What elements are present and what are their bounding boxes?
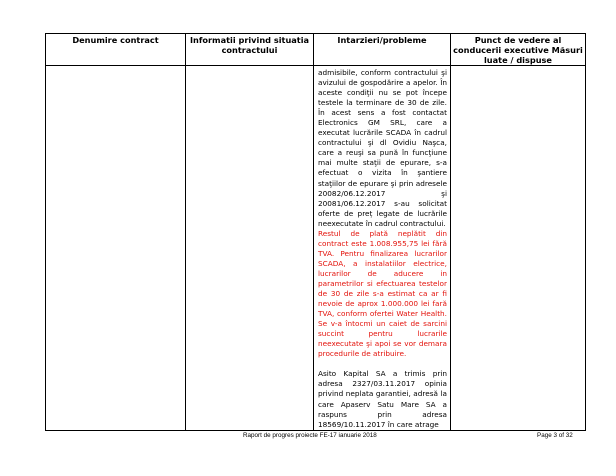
cell-delays-problems — [314, 66, 451, 431]
header-contract-status: Informatii privind situatia contractului — [186, 34, 314, 66]
header-contract-name: Denumire contract — [46, 34, 186, 66]
table-header-row — [46, 34, 586, 66]
header-management-view: Punct de vedere al conducerii executive Măsuri luate / dispuse — [451, 34, 586, 66]
cell-contract-status — [186, 66, 314, 431]
header-delays-problems: Intarzieri/probleme — [314, 34, 451, 66]
delays-paragraph-1: admisibile, conform contractului şi avizului de gospodărire a apelor. În aceste condiţii nu se pot începe testele la terminare de 30 de zile. În acest sens a fost contactat Electronics GM SRL, care a executat lucrările SCADA în cadrul contractului şi dl Ovidiu Naşca, care a reuşi sa pună în funcţiune mai multe staţii de epurare, s-a efectuat o vizita în şantiere staţiilor de epurare şi prin adresele 20082/06.12.2017 şi 20081/06.12.2017 s-au solicitat oferte de preț legate de lucrările neexecutate în cadrul contractului. — [318, 68, 447, 228]
delays-paragraph-3: Asito Kapital SA a trimis prin adresa 2327/03.11.2017 opinia privind neplata garantiei, adresă la care Apaserv Satu Mare SA a raspuns prin adresa 18569/10.11.2017 în care atrage — [318, 369, 447, 429]
footer-page-number: Page 3 of 32 — [537, 432, 573, 439]
contracts-table — [45, 33, 586, 431]
delays-paragraph-2-highlight: Restul de plată neplătit din contract este 1.008.955,75 lei fără TVA. Pentru finalizarea lucrarilor SCADA, a instalatiilor electrice, lucrarilor de aducere in parametrilor si efectuarea testelor de 30 de zile s-a estimat ca ar fi nevoie de aprox 1.000.000 lei fară TVA, conform ofertei Water Health. Se v-a întocmi un caiet de sarcini succint pentru lucrarile neexecutate şi apoi se vor demara procedurile de atribuire. — [318, 228, 447, 359]
footer-report-title: Raport de progres proiecte FE-17 ianuarie 2018 — [243, 432, 377, 439]
cell-management-view — [451, 66, 586, 431]
table-row — [46, 66, 586, 431]
cell-contract-name — [46, 66, 186, 431]
